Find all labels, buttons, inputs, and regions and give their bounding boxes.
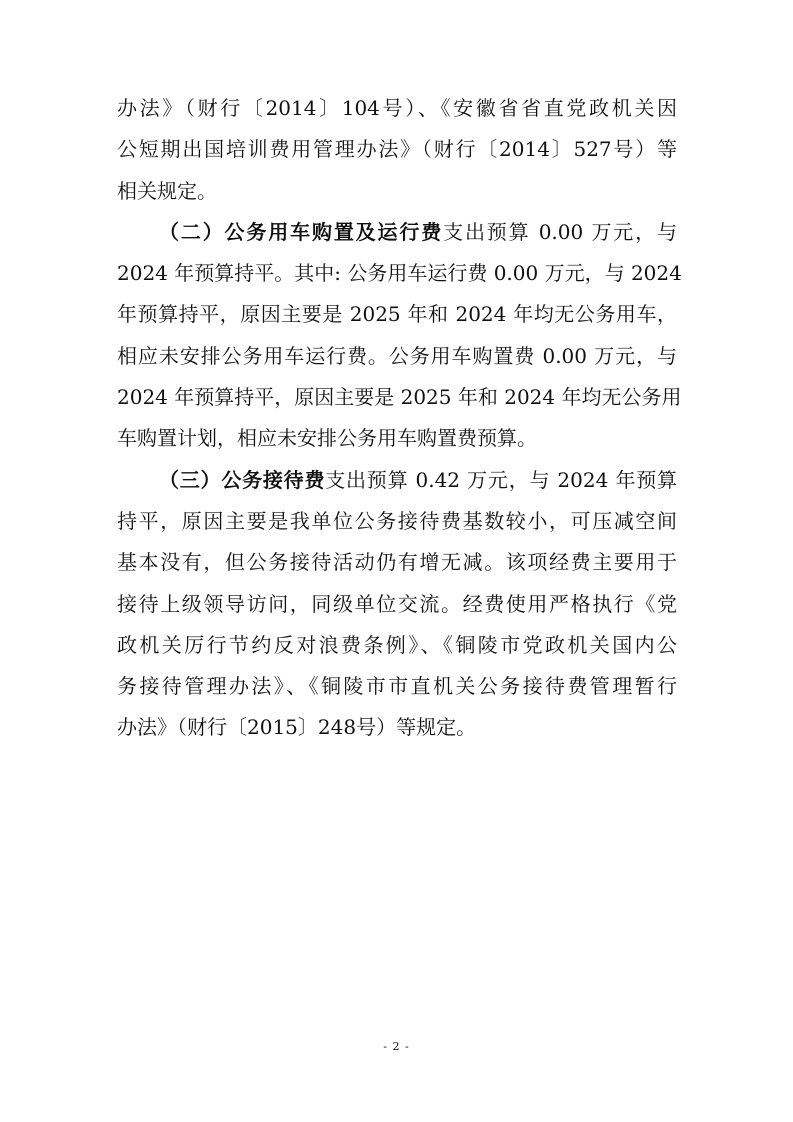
paragraph-line: 务接待管理办法》、《铜陵市市直机关公务接待费管理暂行: [117, 674, 677, 699]
paragraph-line: 接待上级领导访问，同级单位交流。经费使用严格执行《党: [117, 591, 677, 616]
paragraph-first-line: [117, 212, 677, 253]
paragraph-line: 车购置计划，相应未安排公务用车购置费预算。: [117, 426, 537, 451]
paragraph-travel-training-rules: [117, 88, 677, 212]
paragraph-line-text: 支出预算 0.00 万元，与: [443, 219, 678, 244]
paragraph-line: 持平，原因主要是我单位公务接待费基数较小，可压减空间: [117, 508, 677, 533]
section-heading-vehicles: （二）公务用车购置及运行费: [159, 219, 444, 244]
paragraph-line: 政机关厉行节约反对浪费条例》、《铜陵市党政机关国内公: [117, 632, 677, 657]
paragraph-line: 年预算持平，原因主要是 2025 年和 2024 年均无公务用车，: [117, 302, 677, 327]
paragraph-line: 办法》（财行〔2014〕104号）、《安徽省省直党政机关因: [117, 96, 677, 120]
paragraph-line: 相关规定。: [117, 178, 217, 203]
paragraph-line: 相应未安排公务用车运行费。公务用车购置费 0.00 万元，与: [117, 343, 677, 368]
paragraph-first-line: [117, 460, 677, 501]
paragraph-official-reception: [117, 460, 677, 749]
paragraph-line: 2024 年预算持平，原因主要是 2025 年和 2024 年均无公务用: [117, 385, 682, 410]
paragraph-line: 公短期出国培训费用管理办法》（财行〔2014〕527号）等: [117, 137, 677, 162]
page-number: - 2 -: [383, 1040, 410, 1053]
paragraph-line: 基本没有，但公务接待活动仍有增无减。该项经费主要用于: [117, 550, 677, 575]
paragraph-line: 2024 年预算持平。其中: 公务用车运行费 0.00 万元，与 2024: [117, 261, 682, 286]
paragraph-line-text: 支出预算 0.42 万元，与 2024 年预算: [325, 467, 678, 492]
paragraph-line: 办法》（财行〔2015〕248号）等规定。: [117, 715, 477, 740]
section-heading-reception: （三）公务接待费: [159, 467, 326, 492]
paragraph-official-vehicles: [117, 212, 682, 460]
document-body: [117, 88, 682, 749]
